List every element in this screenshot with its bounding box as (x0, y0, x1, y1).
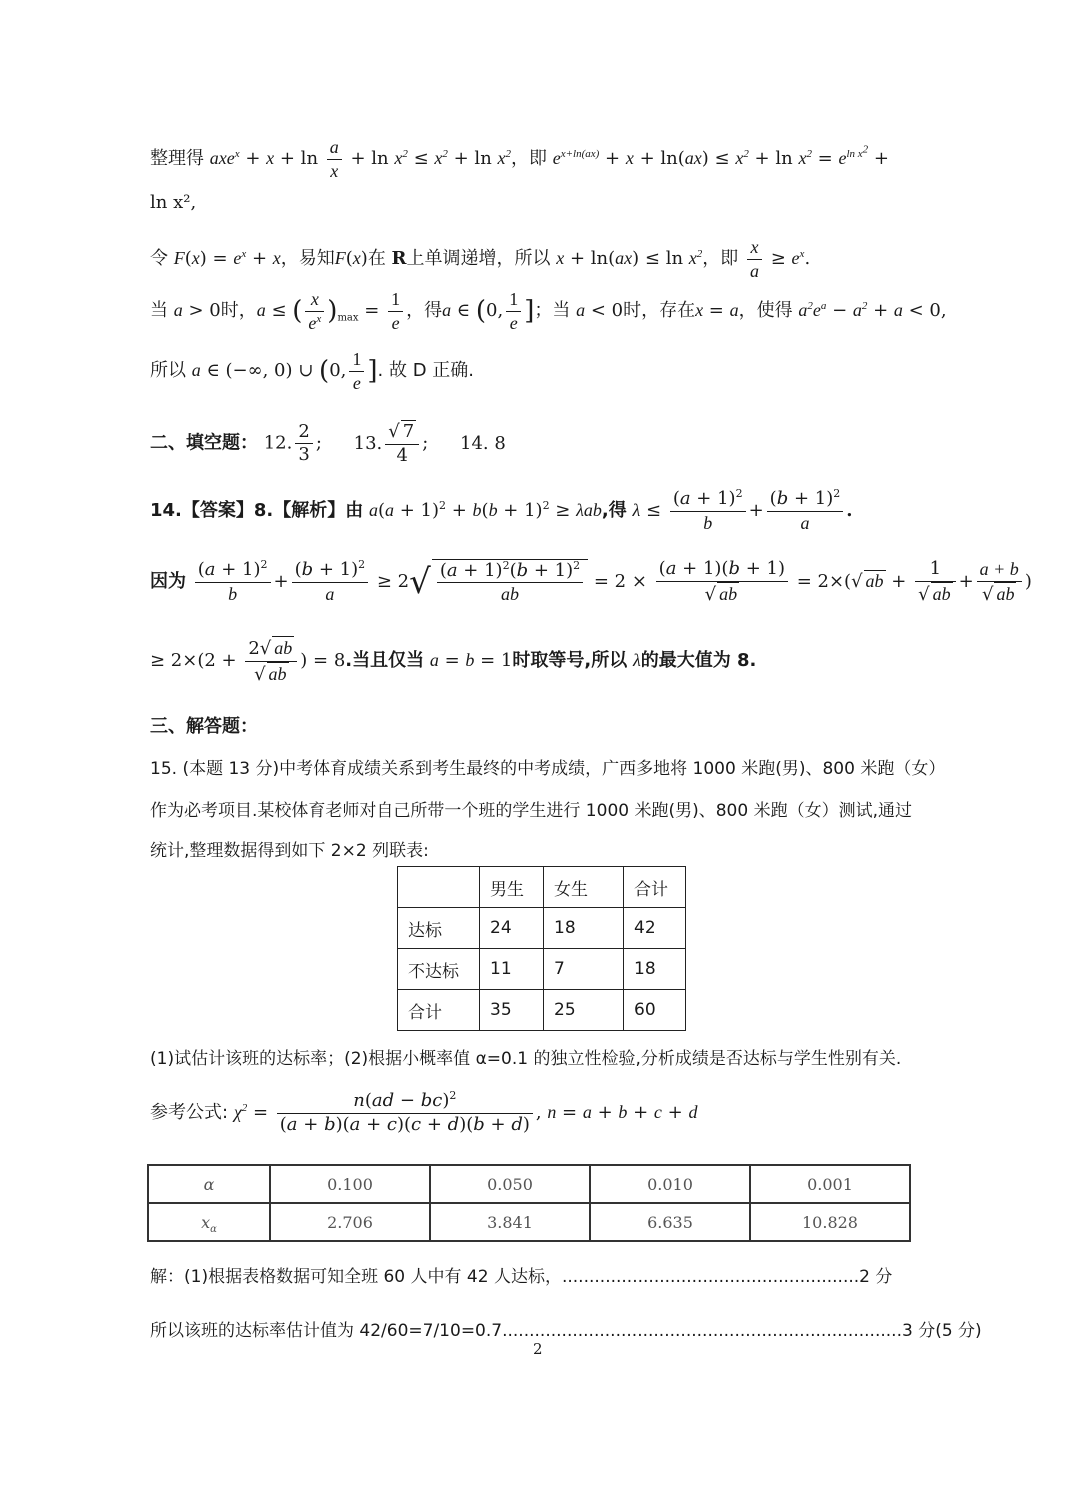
fraction: $\frac{1}{√ ab}$ (915, 558, 955, 606)
math-inline: ax (209, 148, 227, 168)
fraction: $\frac{x}{e^x}$ (305, 288, 324, 334)
solution-d-line-2: ln x², (150, 192, 197, 213)
solution-d-line-5: 所以 a ∈ (−∞, 0) ∪ (0, $\frac{1}{e}$ ]. 故 D 正确. (150, 349, 475, 393)
table-row: 男生 女生 合计 (398, 867, 686, 908)
q14-conclusion-line: ≥ 2×(2 + $\frac{2√ ab}{√ ab}$ ) = 8.当且仅当 a = b = 1时取等号,所以 λ的最大值为 8. (150, 638, 757, 685)
table-row: 合计 35 25 60 (398, 990, 686, 1031)
reference-formula: 参考公式: $\chi^2$ = $\frac{n(ad - bc)^2}{(a + b)(a + c)(c + d)(b + d)}$ , n = a + b + c + d (150, 1089, 698, 1135)
solution-d-line-4: 当 a > 0时，a ≤ ( $\frac{x}{e^x}$ )$_{max}$ = $\frac{1}{e}$ ，得a ∈ (0, $\frac{1}{e}$ ]；当 a < 0时，存在x = a，使得 $a^2e^a - a^2 + a < 0$, (150, 289, 947, 333)
q14-answer-line: 14.【答案】8.【解析】由 $a(a + 1)^2 + b(b + 1)^2 \ge \lambda ab$,得 λ ≤ $\frac{(a + 1)^2}{b}$ + $\frac{(b + 1)^2}{a}$ . (150, 487, 853, 533)
table-row: 不达标 11 7 18 (398, 949, 686, 990)
fraction: $\frac{1}{e}$ (388, 288, 403, 334)
solution-line-1: 解：(1)根据表格数据可知全班 60 人中有 42 人达标，.......................................................2 分 (150, 1267, 893, 1287)
fraction: $\frac{2}{3}$ (295, 421, 312, 467)
table-row: $x_\alpha$ 2.706 3.841 6.635 10.828 (148, 1203, 910, 1241)
fraction: $\frac{(a + 1)(b + 1)}{√ ab}$ (656, 558, 788, 606)
fraction: $\frac{(b + 1)^2}{a}$ (292, 559, 369, 605)
fraction: $\frac{(a + 1)^2}{b}$ (670, 488, 746, 534)
fill-blank-answers: 二、填空题： 12. $\frac{2}{3}$ ; 13. $\frac{√ 7}{4}$ ; 14. 8 (150, 420, 506, 466)
q15-line-2: 作为必考项目.某校体育老师对自己所带一个班的学生进行 1000 米跑(男)、800 米跑（女）测试,通过 (150, 801, 912, 821)
q15-line-3: 统计,整理数据得到如下 2×2 列联表: (150, 841, 429, 861)
solution-d-line-1: 整理得 axe$^x$ + x + ln $\frac{a}{x}$ + $\ln x^2 \le x^2 + \ln x^2$，即 $e^{x+ln(ax)} + x + \ln(ax) \le x^2 + \ln x^2 = e^{ln x^2}$ + (150, 137, 889, 181)
q15-question: (1)试估计该班的达标率；(2)根据小概率值 α=0.1 的独立性检验,分析成绩是否达标与学生性别有关. (150, 1049, 902, 1069)
fraction: $\frac{n(ad - bc)^2}{(a + b)(a + c)(c + d)(b + d)}$ (277, 1090, 533, 1136)
solution-line-2: 所以该班的达标率估计值为 42/60=7/10=0.7..........................................................................3 分(5 分) (150, 1321, 982, 1341)
fraction: $\frac{a + b}{√ ab}$ (977, 558, 1022, 606)
fraction: $\frac{(a + 1)^2}{b}$ (195, 559, 271, 605)
contingency-table (397, 866, 686, 1031)
page-number: 2 (533, 1340, 543, 1358)
fraction: $\frac{2√ ab}{√ ab}$ (245, 636, 297, 686)
q14-because-line: 因为 $\frac{(a + 1)^2}{b}$ + $\frac{(b + 1)^2}{a}$ ≥ 2√ $\frac{(a + 1)^2(b + 1)^2}{ab}$ = 2 × $\frac{(a + 1)(b + 1)}{√ ab}$ = 2×(√ ab + $\frac{1}{√ ab}$ + $\frac{a + b}{√ ab}$ ) (150, 558, 1032, 605)
solution-d-line-3: 令 $F(x) = e^x + x$，易知F(x)在 R上单调递增，所以 $x + \ln(ax) \le \ln x^2$，即 $\frac{x}{a}$ ≥ $e^x$. (150, 237, 811, 281)
table-row: α 0.100 0.050 0.010 0.001 (148, 1165, 910, 1203)
fraction: $\frac{(b + 1)^2}{a}$ (767, 488, 844, 534)
fraction: $\frac{√ 7}{4}$ (385, 420, 419, 467)
table-row: 达标 24 18 42 (398, 908, 686, 949)
section-3-heading: 三、解答题： (150, 716, 258, 737)
fraction: $\frac{x}{a}$ (747, 236, 762, 282)
fraction: $\frac{a}{x}$ (327, 136, 342, 182)
critical-value-table (147, 1164, 911, 1242)
fraction: $\frac{1}{e}$ (506, 288, 521, 334)
fraction: $\frac{1}{e}$ (349, 348, 364, 394)
q15-line-1: 15. (本题 13 分)中考体育成绩关系到考生最终的中考成绩，广西多地将 1000 米跑(男)、800 米跑（女） (150, 759, 946, 779)
fraction: $\frac{(a + 1)^2(b + 1)^2}{ab}$ (437, 560, 583, 606)
